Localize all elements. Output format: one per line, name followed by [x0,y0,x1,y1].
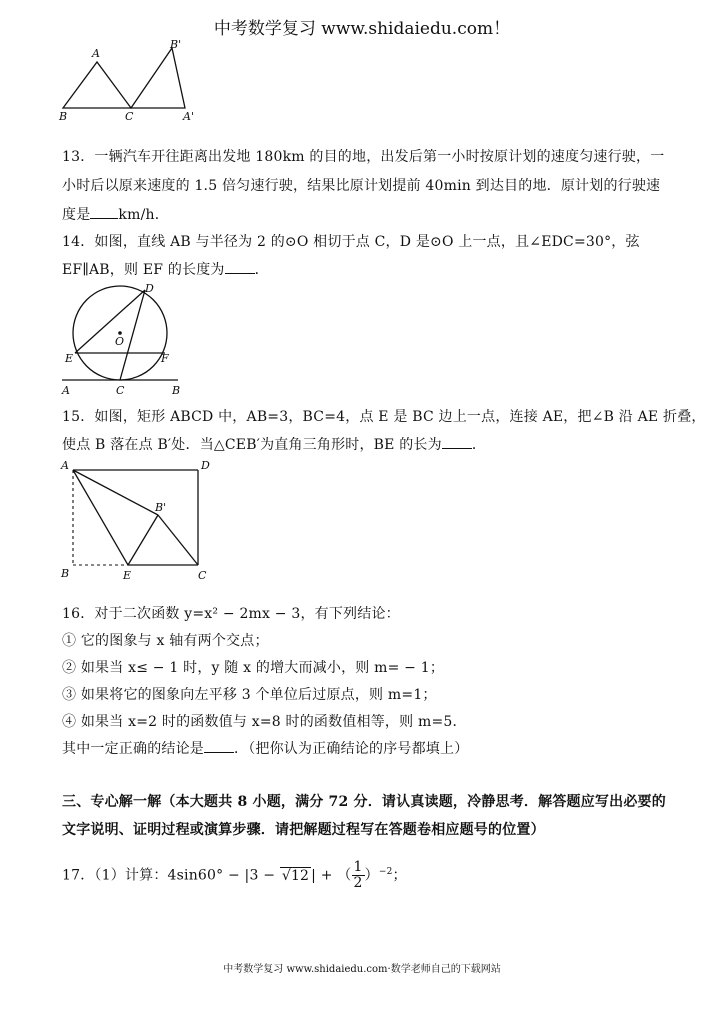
q14-answer-blank [225,259,255,274]
q16-option-1: ① 它的图象与 x 轴有两个交点； [62,633,269,649]
circle-figure [55,280,195,400]
q17-sqrt-arg: 12 [290,867,310,884]
label-b: B [172,384,181,397]
q16-option-4: ④ 如果当 x=2 时的函数值与 x=8 时的函数值相等，则 m=5． [62,714,467,730]
label-c: C [125,110,134,123]
q13-line1: 13．一辆汽车开往距离出发地 180km 的目的地，出发后第一小时按原计划的速度匀速行驶，一 [62,149,665,165]
q17-suffix: ） [364,867,379,884]
q16-conclusion-suffix: ．（把你认为正确结论的序号都填上） [234,741,469,757]
label-a: A [92,47,100,60]
label-c: C [198,569,207,582]
q16-conclusion [62,738,468,758]
q15-line2-prefix: 使点 B 落在点 B′处．当△CEB′为直角三角形时，BE 的长为 [62,437,442,453]
q17-exponent: −2 [378,866,393,877]
segment-ed [75,290,145,353]
q17-frac-num: 1 [353,859,363,875]
q14-line2-suffix: ． [254,262,269,278]
triangle-abc [63,62,131,108]
label-o: O [115,335,125,348]
q17-prefix: 17．（1）计算：4sin60° − |3 − [62,867,280,884]
label-b: B [61,567,70,580]
label-d: D [145,282,154,295]
label-e: E [123,569,132,582]
page-footer: 中考数学复习 www.shidaiedu.com·数学老师自己的下载网站 [223,964,501,975]
q17-frac-den: 2 [353,875,363,891]
q17-tail: ； [392,867,407,884]
q17-line [62,860,407,891]
q14-line1: 14．如图，直线 AB 与半径为 2 的⊙O 相切于点 C，D 是⊙O 上一点，且∠EDC=30°，弦 [62,234,640,250]
segment-b-prime-e [128,515,158,565]
rectangle-figure [55,455,220,585]
q14-line2-prefix: EF∥AB，则 EF 的长度为 [62,262,225,278]
q17-sqrt: √12 [281,867,310,884]
label-e: E [65,352,74,365]
q16-stem: 16．对于二次函数 y=x² − 2mx − 3，有下列结论： [62,606,400,622]
q16-conclusion-prefix: 其中一定正确的结论是 [62,741,204,757]
label-a-prime: A' [183,110,194,123]
label-b-prime: B' [155,501,167,514]
label-d: D [201,459,210,472]
label-a: A [62,384,70,397]
q13-line3-prefix: 度是 [62,207,91,223]
page-header: 中考数学复习 www.shidaiedu.com！ [213,19,511,39]
q14-line2 [62,259,269,279]
label-c: C [116,384,125,397]
q15-line1: 15．如图，矩形 ABCD 中，AB=3，BC=4，点 E 是 BC 边上一点，连接 AE，把∠B 沿 AE 折叠， [62,409,706,425]
label-f: F [161,352,169,365]
q15-answer-blank [442,434,472,449]
section3-line1: 三、专心解一解（本大题共 8 小题，满分 72 分．请认真读题，冷静思考．解答题应写出必要的 [62,794,666,810]
section3-line2: 文字说明、证明过程或演算步骤．请把解题过程写在答题卷相应题号的位置） [62,822,545,838]
q15-line2-suffix: ． [471,437,487,453]
q13-line3-suffix: km/h． [118,207,169,223]
q15-line2 [62,434,486,454]
label-a: A [61,459,69,472]
label-b-prime: B' [170,38,182,51]
q13-answer-blank [90,204,118,219]
triangle-a-prime [131,48,185,108]
label-b: B [59,110,68,123]
q16-answer-blank [204,738,234,753]
q13-line3 [62,204,169,224]
q13-line2: 小时后以原来速度的 1.5 倍匀速行驶，结果比原计划提前 40min 到达目的地．原计划的行驶速 [62,178,661,194]
q16-option-2: ② 如果当 x≤ − 1 时，y 随 x 的增大而减小，则 m= − 1； [62,660,445,676]
segment-b-prime-c [158,515,198,565]
q17-middle: | + （ [311,867,352,884]
q16-option-3: ③ 如果将它的图象向左平移 3 个单位后过原点，则 m=1； [62,687,437,703]
triangles-figure [55,36,215,126]
q17-fraction [352,860,365,891]
